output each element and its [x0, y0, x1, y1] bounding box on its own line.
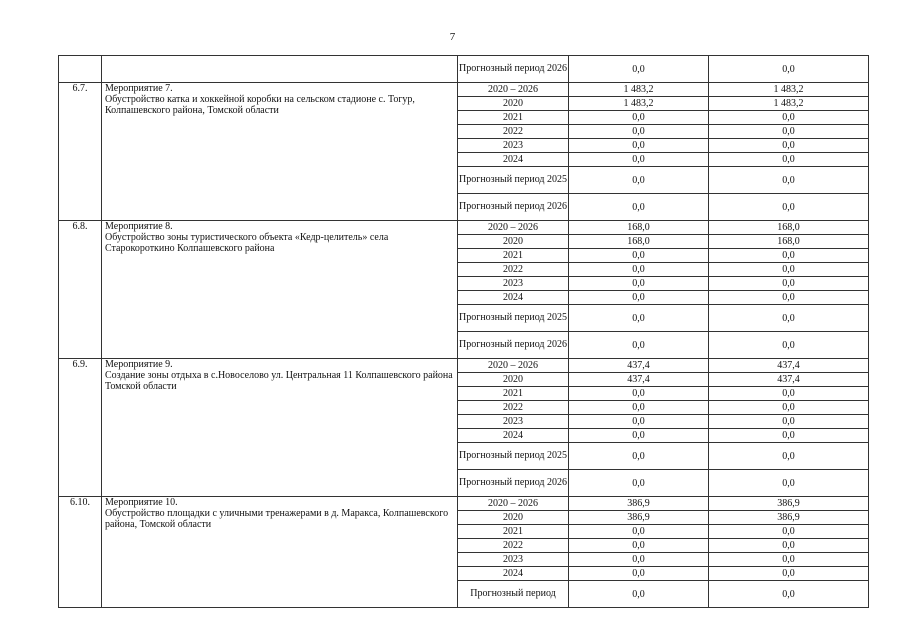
value-cell-a: 0,0 [569, 415, 709, 429]
period-cell: 2022 [458, 539, 569, 553]
period-cell: 2024 [458, 153, 569, 167]
value-cell-a: 0,0 [569, 153, 709, 167]
period-cell: 2024 [458, 567, 569, 581]
activity-number: 6.9. [59, 359, 102, 497]
table-row [59, 83, 869, 97]
value-cell-b: 0,0 [709, 470, 869, 497]
period-cell: Прогнозный период 2025 [458, 167, 569, 194]
value-cell-b: 0,0 [709, 277, 869, 291]
value-cell-a: 0,0 [569, 194, 709, 221]
period-cell: 2023 [458, 139, 569, 153]
period-cell: 2021 [458, 249, 569, 263]
period-cell: 2020 [458, 235, 569, 249]
value-cell-b: 0,0 [709, 111, 869, 125]
value-cell-b: 0,0 [709, 167, 869, 194]
activity-text: Обустройство площадки с уличными тренажерами в д. Маракса, Колпашевского района, Томской области [105, 508, 449, 530]
activity-description [102, 359, 458, 497]
value-cell-a: 0,0 [569, 125, 709, 139]
activity-title: Мероприятие 9. [105, 359, 173, 370]
table-row [59, 497, 869, 511]
period-cell: 2020 [458, 373, 569, 387]
period-cell: 2022 [458, 401, 569, 415]
value-cell-a: 0,0 [569, 539, 709, 553]
value-cell-b: 0,0 [709, 291, 869, 305]
period-cell: 2023 [458, 415, 569, 429]
activity-text: Обустройство катка и хоккейной коробки на сельском стадионе с. Тогур, Колпашевского района, Томской области [105, 94, 415, 116]
value-cell-a: 168,0 [569, 235, 709, 249]
period-cell: 2024 [458, 291, 569, 305]
activity-title: Мероприятие 10. [105, 497, 178, 508]
activity-number: 6.7. [59, 83, 102, 221]
value-cell-a: 386,9 [569, 497, 709, 511]
value-cell-b: 386,9 [709, 511, 869, 525]
activity-description [102, 83, 458, 221]
value-cell-b: 168,0 [709, 221, 869, 235]
period-cell: Прогнозный период 2026 [458, 194, 569, 221]
period-cell: 2020 – 2026 [458, 221, 569, 235]
activity-number: 6.10. [59, 497, 102, 608]
activity-number: 6.8. [59, 221, 102, 359]
period-cell: Прогнозный период [458, 581, 569, 608]
value-cell-b: 0,0 [709, 153, 869, 167]
period-cell: 2021 [458, 525, 569, 539]
value-cell-b: 0,0 [709, 125, 869, 139]
value-cell-b: 0,0 [709, 401, 869, 415]
value-cell-b: 0,0 [709, 553, 869, 567]
value-cell-a: 0,0 [569, 581, 709, 608]
value-cell-b: 0,0 [709, 194, 869, 221]
value-cell-a: 1 483,2 [569, 97, 709, 111]
value-cell-b: 0,0 [709, 429, 869, 443]
period-cell: 2020 – 2026 [458, 83, 569, 97]
period-cell: 2021 [458, 111, 569, 125]
period-cell: Прогнозный период 2025 [458, 305, 569, 332]
value-cell-a: 0,0 [569, 387, 709, 401]
period-cell: 2020 [458, 511, 569, 525]
table-row [59, 56, 869, 83]
period-cell: 2020 – 2026 [458, 359, 569, 373]
value-cell-a: 0,0 [569, 291, 709, 305]
activity-title: Мероприятие 8. [105, 221, 173, 232]
period-cell: 2021 [458, 387, 569, 401]
period-cell: 2024 [458, 429, 569, 443]
value-cell-a: 0,0 [569, 139, 709, 153]
value-cell-b: 0,0 [709, 415, 869, 429]
value-cell-b: 0,0 [709, 387, 869, 401]
period-cell: Прогнозный период 2025 [458, 443, 569, 470]
value-cell-b: 0,0 [709, 443, 869, 470]
activity-title: Мероприятие 7. [105, 83, 173, 94]
activity-text: Создание зоны отдыха в с.Новоселово ул. Центральная 11 Колпашевского района Томской области [105, 370, 453, 392]
value-cell-b: 0,0 [709, 567, 869, 581]
value-cell-a: 1 483,2 [569, 83, 709, 97]
period-cell: 2023 [458, 277, 569, 291]
value-cell-a: 0,0 [569, 277, 709, 291]
period-cell: 2020 – 2026 [458, 497, 569, 511]
value-cell-a: 437,4 [569, 359, 709, 373]
value-cell-a: 0,0 [569, 553, 709, 567]
value-cell-b: 0,0 [709, 332, 869, 359]
value-cell-b: 0,0 [709, 581, 869, 608]
period-cell: 2020 [458, 97, 569, 111]
period-cell: Прогнозный период 2026 [458, 56, 569, 83]
value-cell-a: 437,4 [569, 373, 709, 387]
value-cell-b: 168,0 [709, 235, 869, 249]
value-cell-b: 0,0 [709, 249, 869, 263]
value-cell-a: 0,0 [569, 263, 709, 277]
period-cell: 2022 [458, 263, 569, 277]
value-cell-a: 0,0 [569, 567, 709, 581]
value-cell-b: 437,4 [709, 373, 869, 387]
value-cell-b: 1 483,2 [709, 97, 869, 111]
value-cell-a: 0,0 [569, 470, 709, 497]
table-row [59, 221, 869, 235]
value-cell-a: 0,0 [569, 305, 709, 332]
value-cell-a: 0,0 [569, 249, 709, 263]
period-cell: Прогнозный период 2026 [458, 470, 569, 497]
activity-description [102, 221, 458, 359]
table-row [59, 359, 869, 373]
value-cell-b: 0,0 [709, 525, 869, 539]
value-cell-a: 0,0 [569, 429, 709, 443]
activities-table [58, 55, 869, 608]
period-cell: 2022 [458, 125, 569, 139]
value-cell-b: 0,0 [709, 56, 869, 83]
period-cell: 2023 [458, 553, 569, 567]
value-cell-b: 0,0 [709, 263, 869, 277]
value-cell-a: 0,0 [569, 332, 709, 359]
value-cell-a: 0,0 [569, 167, 709, 194]
value-cell-a: 0,0 [569, 443, 709, 470]
activity-description [102, 497, 458, 608]
value-cell-a: 386,9 [569, 511, 709, 525]
value-cell-b: 1 483,2 [709, 83, 869, 97]
number-cell [59, 56, 102, 83]
value-cell-b: 0,0 [709, 305, 869, 332]
activity-text: Обустройство зоны туристического объекта «Кедр-целитель» села Старокороткино Колпашевского района [105, 232, 389, 254]
value-cell-a: 168,0 [569, 221, 709, 235]
value-cell-b: 437,4 [709, 359, 869, 373]
value-cell-b: 0,0 [709, 539, 869, 553]
value-cell-a: 0,0 [569, 111, 709, 125]
period-cell: Прогнозный период 2026 [458, 332, 569, 359]
value-cell-a: 0,0 [569, 401, 709, 415]
description-cell [102, 56, 458, 83]
value-cell-a: 0,0 [569, 525, 709, 539]
value-cell-b: 386,9 [709, 497, 869, 511]
value-cell-a: 0,0 [569, 56, 709, 83]
value-cell-b: 0,0 [709, 139, 869, 153]
page-number: 7 [449, 31, 456, 43]
